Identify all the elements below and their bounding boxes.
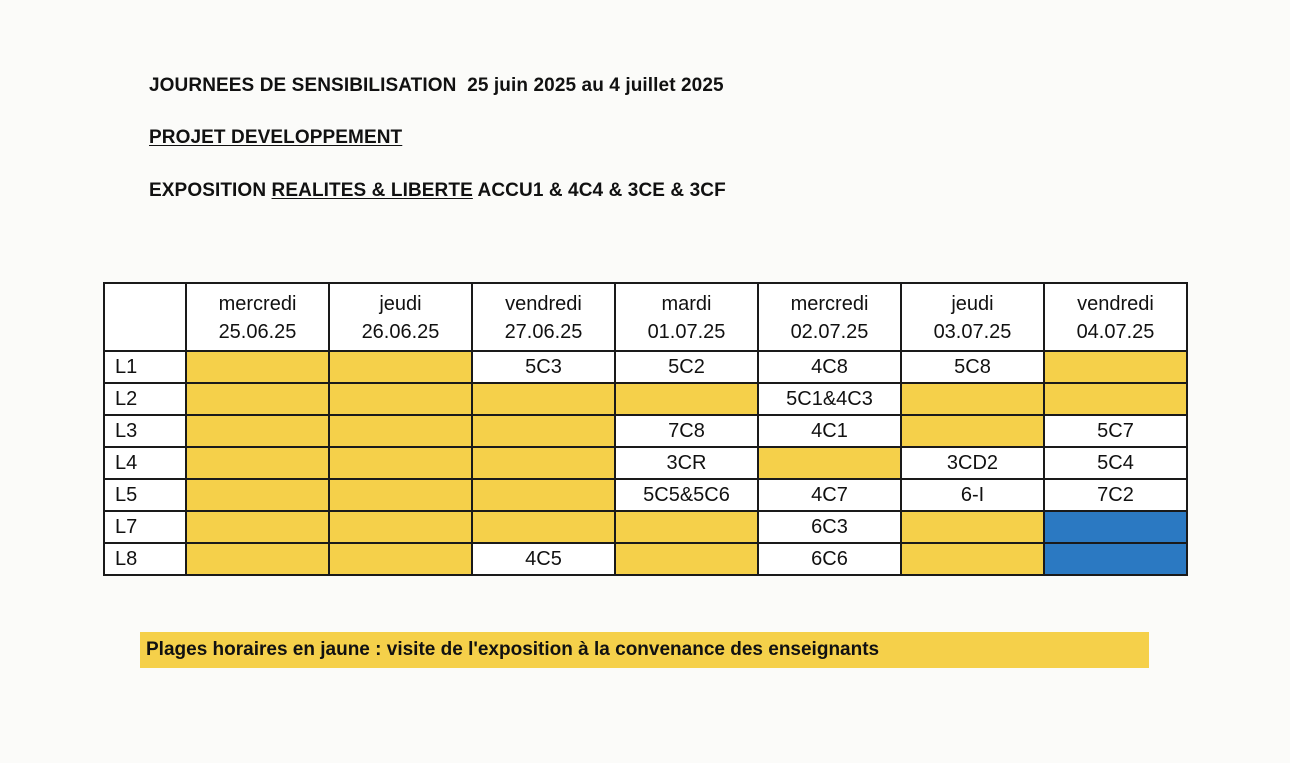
schedule-cell: 5C7 [1044, 415, 1187, 447]
schedule-cell [329, 415, 472, 447]
schedule-cell [901, 383, 1044, 415]
schedule-cell [186, 351, 329, 383]
schedule-cell: 5C1&4C3 [758, 383, 901, 415]
schedule-cell: 7C2 [1044, 479, 1187, 511]
document-title [149, 75, 724, 97]
row-label: L7 [104, 511, 186, 543]
column-header [329, 283, 472, 351]
column-date: 27.06.25 [504, 321, 583, 343]
schedule-cell [472, 415, 615, 447]
row-label: L3 [104, 415, 186, 447]
schedule-cell [901, 511, 1044, 543]
column-header [615, 283, 758, 351]
schedule-cell: 5C2 [615, 351, 758, 383]
schedule-cell: 5C5&5C6 [615, 479, 758, 511]
table-row [104, 511, 1187, 543]
exposition-name: REALITES & LIBERTE [271, 180, 473, 201]
table-row [104, 383, 1187, 415]
schedule-table [103, 282, 1188, 576]
schedule-cell: 4C1 [758, 415, 901, 447]
title-text: JOURNEES DE SENSIBILISATION [149, 75, 457, 96]
column-day: mercredi [790, 293, 869, 315]
schedule-cell [1044, 511, 1187, 543]
row-label: L1 [104, 351, 186, 383]
column-date: 04.07.25 [1076, 321, 1155, 343]
schedule-cell [186, 447, 329, 479]
schedule-cell [901, 415, 1044, 447]
row-label: L2 [104, 383, 186, 415]
schedule-cell [186, 479, 329, 511]
schedule-cell: 5C4 [1044, 447, 1187, 479]
schedule-cell: 5C8 [901, 351, 1044, 383]
schedule-cell [472, 383, 615, 415]
column-header [472, 283, 615, 351]
schedule-cell [329, 511, 472, 543]
exposition-classes: ACCU1 & 4C4 & 3CE & 3CF [477, 180, 726, 201]
column-header [186, 283, 329, 351]
column-date: 01.07.25 [647, 321, 726, 343]
schedule-cell [1044, 383, 1187, 415]
column-date: 25.06.25 [218, 321, 297, 343]
column-date: 03.07.25 [933, 321, 1012, 343]
schedule-cell [472, 479, 615, 511]
schedule-cell [186, 383, 329, 415]
schedule-cell: 4C5 [472, 543, 615, 575]
schedule-cell [901, 543, 1044, 575]
exposition-prefix: EXPOSITION [149, 180, 267, 201]
schedule-cell [615, 511, 758, 543]
column-day: vendredi [1077, 293, 1154, 315]
schedule-cell [1044, 543, 1187, 575]
schedule-cell: 4C7 [758, 479, 901, 511]
schedule-cell [329, 351, 472, 383]
schedule-cell: 4C8 [758, 351, 901, 383]
schedule-cell [186, 415, 329, 447]
schedule-cell [615, 543, 758, 575]
column-date: 02.07.25 [790, 321, 869, 343]
schedule-cell: 3CD2 [901, 447, 1044, 479]
schedule-cell: 3CR [615, 447, 758, 479]
column-day: vendredi [505, 293, 582, 315]
schedule-cell [329, 543, 472, 575]
column-day: jeudi [379, 293, 422, 315]
schedule-cell [1044, 351, 1187, 383]
column-day: mardi [661, 293, 712, 315]
column-day: jeudi [951, 293, 994, 315]
table-row [104, 479, 1187, 511]
row-label: L5 [104, 479, 186, 511]
schedule-cell [329, 479, 472, 511]
schedule-cell [472, 511, 615, 543]
column-day: mercredi [218, 293, 297, 315]
corner-cell [104, 283, 186, 351]
table-body [104, 351, 1187, 575]
schedule-cell: 5C3 [472, 351, 615, 383]
table-row [104, 447, 1187, 479]
schedule-cell [186, 511, 329, 543]
row-label: L8 [104, 543, 186, 575]
table-row [104, 351, 1187, 383]
title-dates: 25 juin 2025 au 4 juillet 2025 [467, 75, 724, 96]
column-header [901, 283, 1044, 351]
schedule-cell [758, 447, 901, 479]
legend-note: Plages horaires en jaune : visite de l'exposition à la convenance des enseignants [140, 632, 1149, 668]
schedule-cell [615, 383, 758, 415]
schedule-cell: 6-I [901, 479, 1044, 511]
column-header [1044, 283, 1187, 351]
schedule-cell [329, 383, 472, 415]
exposition-title [149, 180, 726, 202]
column-date: 26.06.25 [361, 321, 440, 343]
row-label: L4 [104, 447, 186, 479]
schedule-cell [186, 543, 329, 575]
project-title: PROJET DEVELOPPEMENT [149, 127, 403, 148]
schedule-cell [472, 447, 615, 479]
schedule-cell: 7C8 [615, 415, 758, 447]
table-row [104, 543, 1187, 575]
schedule-cell [329, 447, 472, 479]
header-row [104, 283, 1187, 351]
schedule-cell: 6C3 [758, 511, 901, 543]
column-header [758, 283, 901, 351]
schedule-cell: 6C6 [758, 543, 901, 575]
table-row [104, 415, 1187, 447]
